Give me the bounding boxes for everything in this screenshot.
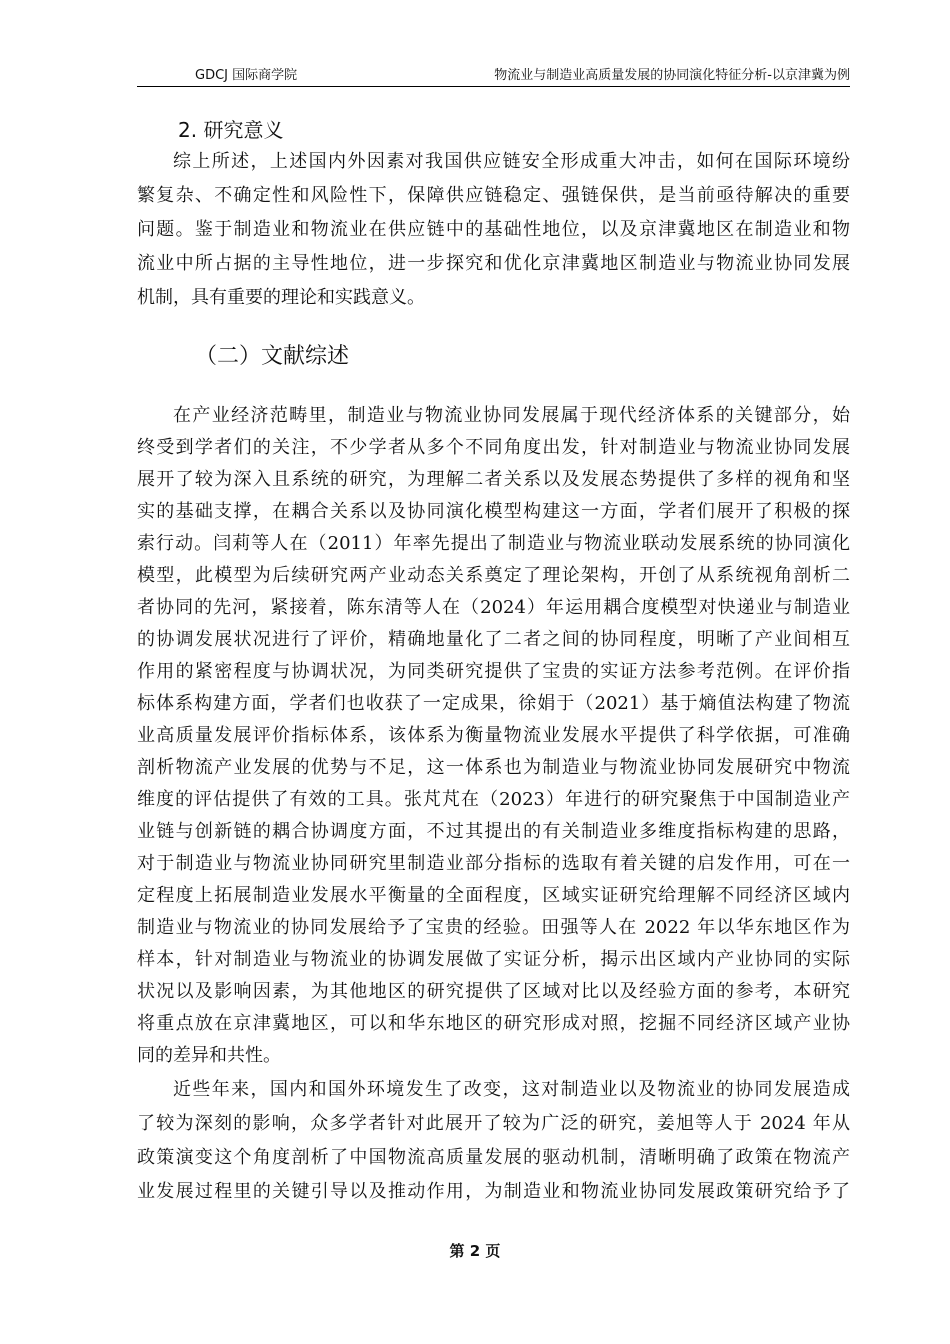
text-line: 状况以及影响因素，为其他地区的研究提供了区域对比以及经验方面的参考，本研究 <box>137 981 850 1002</box>
text-line: 标体系构建方面，学者们也收获了一定成果，徐娟于（2021）基于熵值法构建了物流 <box>137 693 850 714</box>
text-line: 机制，具有重要的理论和实践意义。 <box>137 287 425 308</box>
text-line: 在产业经济范畴里，制造业与物流业协同发展属于现代经济体系的关键部分，始 <box>173 405 850 426</box>
chapter-heading: （二）文献综述 <box>195 344 350 369</box>
text-line: 维度的评估提供了有效的工具。张芃芃在（2023）年进行的研究聚焦于中国制造业产 <box>137 789 850 810</box>
text-line: 制造业与物流业的协同发展给予了宝贵的经验。田强等人在 2022 年以华东地区作为 <box>137 917 850 938</box>
section-heading: 2. 研究意义 <box>178 118 284 142</box>
text-line: 的协调发展状况进行了评价，精确地量化了二者之间的协同程度，明晰了产业间相互 <box>137 629 850 650</box>
paragraph-literature-review <box>137 400 850 1072</box>
text-line: 近些年来，国内和国外环境发生了改变，这对制造业以及物流业的协同发展造成 <box>173 1079 850 1100</box>
text-line: 将重点放在京津冀地区，可以和华东地区的研究形成对照，挖掘不同经济区域产业协 <box>137 1013 850 1034</box>
text-line: 作用的紧密程度与协调状况，为同类研究提供了宝贵的实证方法参考范例。在评价指 <box>137 661 850 682</box>
text-line: 流业中所占据的主导性地位，进一步探究和优化京津冀地区制造业与物流业协同发展 <box>137 253 850 274</box>
text-line: 对于制造业与物流业协同研究里制造业部分指标的选取有着关键的启发作用，可在一 <box>137 853 850 874</box>
text-line: 综上所述，上述国内外因素对我国供应链安全形成重大冲击，如何在国际环境纷 <box>173 151 850 172</box>
page-number: 第 2 页 <box>449 1242 501 1260</box>
paragraph-recent-research <box>137 1073 850 1209</box>
header-institution: GDCJ 国际商学院 <box>195 68 298 83</box>
header-rule <box>137 86 850 87</box>
text-line: 政策演变这个角度剖析了中国物流高质量发展的驱动机制，清晰明确了政策在物流产 <box>137 1147 850 1168</box>
text-line: 业链与创新链的耦合协调度方面，不过其提出的有关制造业多维度指标构建的思路， <box>137 821 850 842</box>
text-line: 同的差异和共性。 <box>137 1045 281 1066</box>
text-line: 实的基础支撑，在耦合关系以及协同演化模型构建这一方面，学者们展开了积极的探 <box>137 501 850 522</box>
text-line: 者协同的先河，紧接着，陈东清等人在（2024）年运用耦合度模型对快递业与制造业 <box>137 597 850 618</box>
paragraph-research-significance <box>137 145 850 315</box>
text-line: 展开了较为深入且系统的研究，为理解二者关系以及发展态势提供了多样的视角和坚 <box>137 469 850 490</box>
text-line: 样本，针对制造业与物流业的协调发展做了实证分析，揭示出区域内产业协同的实际 <box>137 949 850 970</box>
text-line: 定程度上拓展制造业发展水平衡量的全面程度，区域实证研究给理解不同经济区域内 <box>137 885 850 906</box>
page-header <box>137 66 850 86</box>
text-line: 业发展过程里的关键引导以及推动作用，为制造业和物流业协同发展政策研究给予了 <box>137 1181 850 1202</box>
text-line: 模型，此模型为后续研究两产业动态关系奠定了理论架构，开创了从系统视角剖析二 <box>137 565 850 586</box>
text-line: 终受到学者们的关注，不少学者从多个不同角度出发，针对制造业与物流业协同发展 <box>137 437 850 458</box>
text-line: 了较为深刻的影响，众多学者针对此展开了较为广泛的研究，姜旭等人于 2024 年从 <box>137 1113 850 1134</box>
text-line: 繁复杂、不确定性和风险性下，保障供应链稳定、强链保供，是当前亟待解决的重要 <box>137 185 850 206</box>
text-line: 问题。鉴于制造业和物流业在供应链中的基础性地位，以及京津冀地区在制造业和物 <box>137 219 850 240</box>
header-thesis-title: 物流业与制造业高质量发展的协同演化特征分析-以京津冀为例 <box>494 68 850 83</box>
text-line: 剖析物流产业发展的优势与不足，这一体系也为制造业与物流业协同发展研究中物流 <box>137 757 850 778</box>
text-line: 业高质量发展评价指标体系，该体系为衡量物流业发展水平提供了科学依据，可准确 <box>137 725 850 746</box>
text-line: 索行动。闫莉等人在（2011）年率先提出了制造业与物流业联动发展系统的协同演化 <box>137 533 850 554</box>
